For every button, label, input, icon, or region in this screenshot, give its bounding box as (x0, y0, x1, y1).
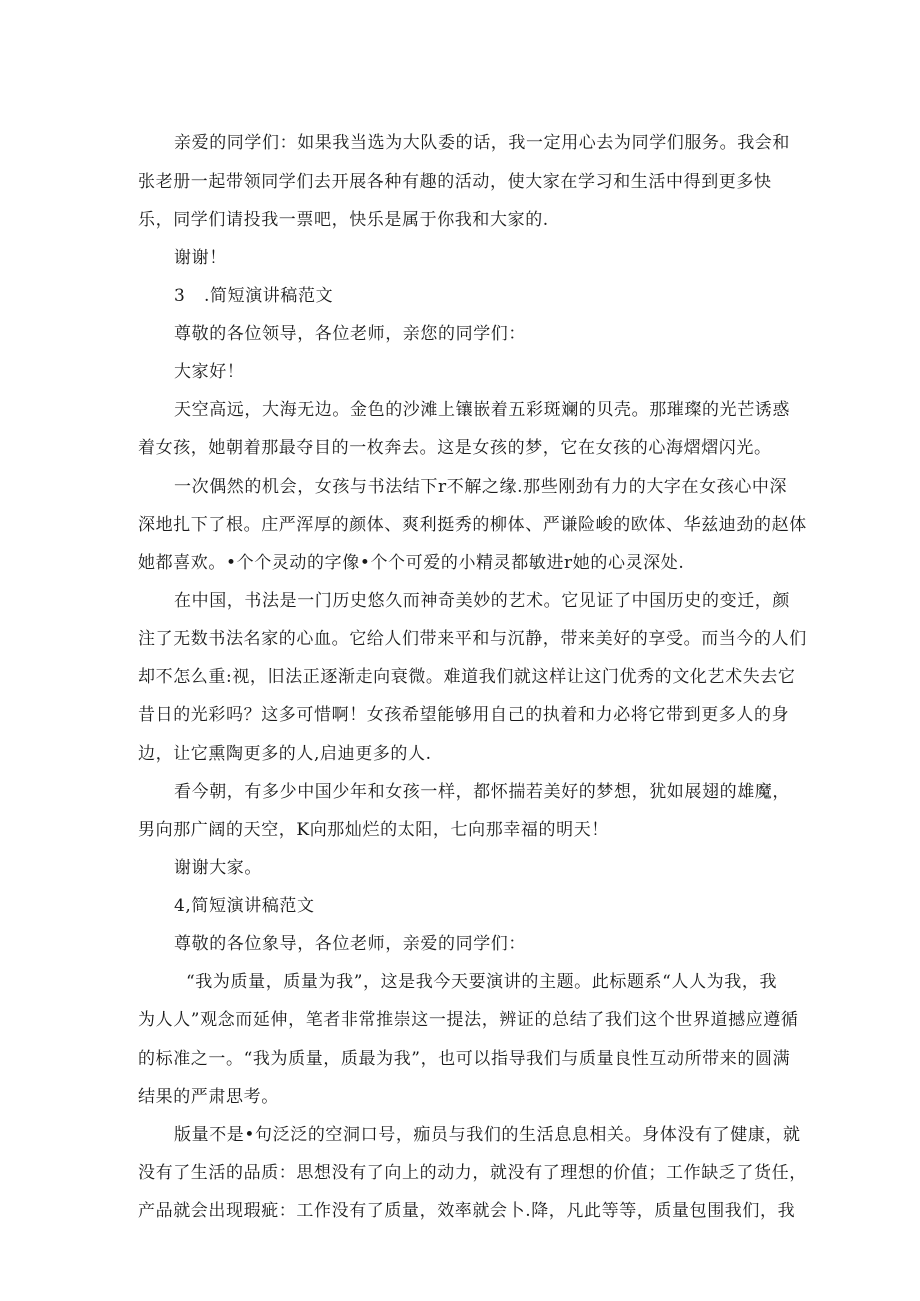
text-line: 版量不是•句泛泛的空洞口号，痂员与我们的生活息息相关。身体没有了健康，就 (174, 1125, 801, 1145)
text-line: 注了无数书法名家的心血。它给人们带来平和与沉静，带来美好的享受。而当今的人们 (138, 629, 807, 649)
text-line: 一次偶然的机会，女孩与书法结下r不解之缘.那些刚劲有力的大字在女孩心中深 (174, 477, 788, 497)
section-title: .简短演讲稿范文 (204, 286, 334, 306)
text-line: 边，让它熏陶更多的人,启迪更多的人. (138, 744, 432, 764)
text-line: 深地扎下了根。庄严浑厚的颜体、爽利挺秀的柳体、严谦险峻的欧体、华兹迪劲的赵体 (138, 515, 807, 535)
text-line: 张老册一起带领同学们去开展各种有趣的活动，使大家在学习和生活中得到更多快 (138, 172, 772, 192)
text-line: 看今朝，有多少中国少年和女孩一样，都怀揣若美好的梦想，犹如展翅的雄魔， (174, 782, 790, 802)
text-line: 尊敬的各位象导，各位老师，亲爱的同学们： (174, 934, 526, 954)
text-line: 亲爱的同学们：如果我当选为大队委的话，我一定用心去为同学们服务。我会和 (174, 133, 790, 153)
text-line: 她都喜欢。•个个灵动的字像•个个可爱的小精灵都敏进r她的心灵深处. (138, 553, 685, 573)
text-line: 昔日的光彩吗？这多可惜啊！女孩希望能够用自己的执着和力必将它带到更多人的身 (138, 705, 790, 725)
text-line: 在中国，书法是一门历史悠久而神奇美妙的艺术。它见证了中国历史的变迁，颜 (174, 591, 790, 611)
section-heading: 4,简短演讲稿范文 (174, 896, 315, 916)
text-line: 的标准之一。“我为质量，质最为我”，也可以指导我们与质量良性互动所带来的圆满 (138, 1049, 791, 1069)
text-line: 结果的严肃思考。 (138, 1087, 279, 1107)
text-line: 大家好！ (174, 362, 245, 382)
text-line: 男向那广阔的天空，K向那灿烂的太阳，七向那幸福的明天！ (138, 820, 609, 840)
text-line: 着女孩，她朝着那最夺目的一枚奔去。这是女孩的梦，它在女孩的心海熠熠闪光。 (138, 438, 772, 458)
text-line: 产品就会出现瑕疵：工作没有了质量，效率就会卜.降，凡此等等，质量包围我们，我 (138, 1201, 796, 1221)
text-line: 谢谢！ (174, 248, 227, 268)
text-line: 为人人”观念而延伸，笔者非常推崇这一提法，辨证的总结了我们这个世界道撼应遵循 (138, 1010, 799, 1030)
text-line: 却不怎么重:视，旧法正逐渐走向衰微。难道我们就这样让这门优秀的文化艺术失去它 (138, 667, 796, 687)
text-line: “我为质量，质量为我”，这是我今天要演讲的主题。此标题系“人人为我，我 (186, 972, 778, 992)
text-line: 乐，同学们请投我一票吧，快乐是属于你我和大家的. (138, 210, 549, 230)
section-heading (174, 286, 920, 306)
section-number: 3 (174, 286, 186, 306)
text-line: 尊敬的各位领导，各位老师，亲您的同学们： (174, 324, 526, 344)
text-line: 没有了生活的品质：思想没有了向上的动力，就没有了理想的价值；工作缺乏了货任， (138, 1163, 807, 1183)
text-line: 天空高远，大海无边。金色的沙滩上镶嵌着五彩斑斓的贝壳。那璀璨的光芒诱惑 (174, 400, 790, 420)
text-line: 谢谢大家。 (174, 858, 262, 878)
